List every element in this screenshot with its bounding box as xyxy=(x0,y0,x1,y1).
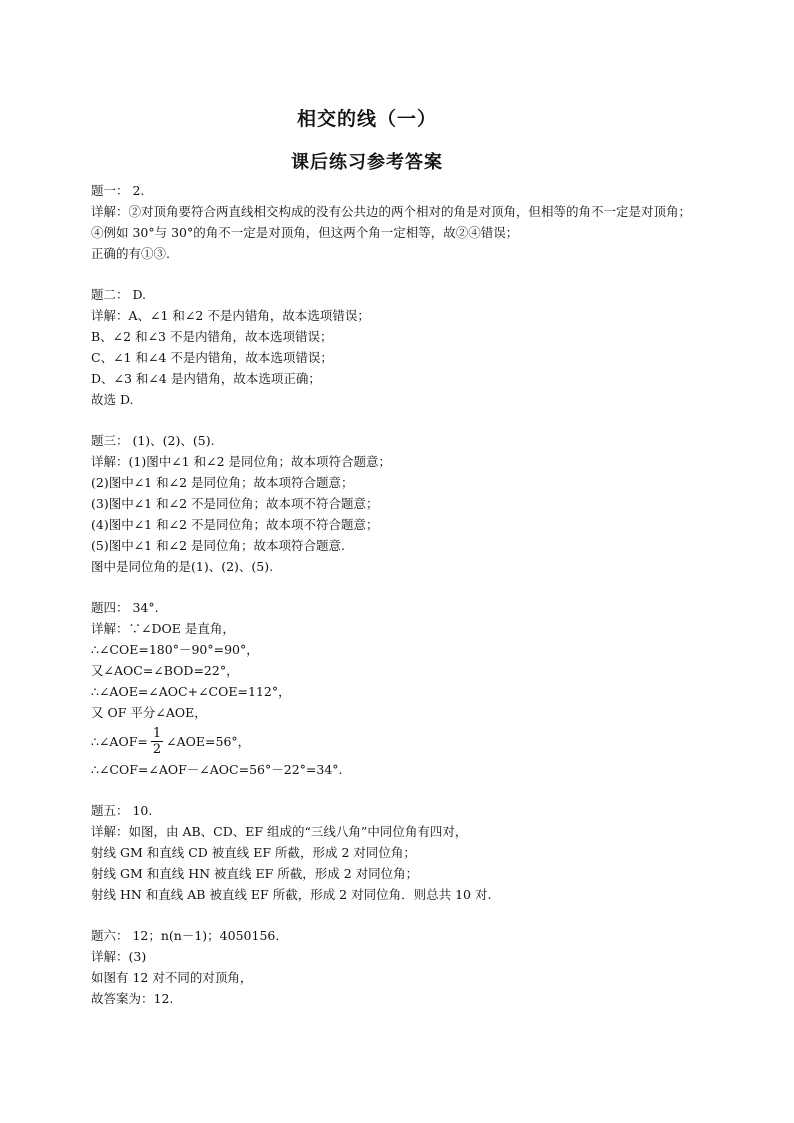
answer-line: 故答案为：12. xyxy=(91,991,174,1006)
answer-block-3 xyxy=(91,430,781,577)
fraction-prefix: ∴∠AOF= xyxy=(91,733,148,749)
answer-line: (5)图中∠1 和∠2 是同位角；故本项符合题意. xyxy=(91,538,345,553)
answer-line: 射线 HN 和直线 AB 被直线 EF 所截，形成 2 对同位角．则总共 10 对. xyxy=(91,887,492,902)
answer-line: 射线 GM 和直线 CD 被直线 EF 所截，形成 2 对同位角； xyxy=(91,845,416,860)
answer-line: 题一： 2. xyxy=(91,183,145,198)
answer-block-1 xyxy=(91,180,781,264)
answer-line: 题二： D. xyxy=(91,287,147,302)
answer-line: 题四： 34°. xyxy=(91,600,159,615)
answer-line: 题五： 10. xyxy=(91,803,153,818)
answer-line: D、∠3 和∠4 是内错角，故本选项正确； xyxy=(91,371,321,386)
fraction-suffix: ∠AOE=56°， xyxy=(166,733,251,749)
page-title: 相交的线（一） xyxy=(296,108,437,130)
answer-line: ∴∠AOE=∠AOC+∠COE=112°， xyxy=(91,684,291,699)
answer-line: 又∠AOC=∠BOD=22°， xyxy=(91,663,239,678)
answer-block-4 xyxy=(91,597,781,780)
answer-line: 图中是同位角的是(1)、(2)、(5). xyxy=(91,559,274,574)
answer-line: 故选 D. xyxy=(91,392,134,407)
answer-line: 如图有 12 对不同的对顶角， xyxy=(91,970,253,985)
answer-line: 详解：(3) xyxy=(91,949,147,964)
answer-line: ④例如 30°与 30°的角不一定是对顶角，但这两个角一定相等，故②④错误； xyxy=(91,225,519,240)
answer-line: ∴∠COF=∠AOF－∠AOC=56°－22°=34°. xyxy=(91,762,343,777)
answer-line: (4)图中∠1 和∠2 不是同位角；故本项不符合题意； xyxy=(91,517,379,532)
answer-line: ∴∠COE=180°－90°=90°， xyxy=(91,642,259,657)
answer-block-5 xyxy=(91,800,781,905)
answer-line: 详解：如图，由 AB、CD、EF 组成的“三线八角”中同位角有四对， xyxy=(91,824,468,839)
answer-line: 详解：②对顶角要符合两直线相交构成的没有公共边的两个相对的角是对顶角，但相等的角不一定是对顶角； xyxy=(91,204,692,219)
answer-line: 题三： (1)、(2)、(5). xyxy=(91,433,215,448)
answer-line-fraction xyxy=(91,723,781,759)
answer-line: 详解：A、∠1 和∠2 不是内错角，故本选项错误； xyxy=(91,308,370,323)
answer-line: (3)图中∠1 和∠2 不是同位角；故本项不符合题意； xyxy=(91,496,379,511)
fraction-numerator: 1 xyxy=(152,725,162,741)
answers-body xyxy=(91,180,781,1009)
answer-line: 题六： 12；n(n－1)；4050156. xyxy=(91,928,280,943)
answer-line: 射线 GM 和直线 HN 被直线 EF 所截，形成 2 对同位角； xyxy=(91,866,419,881)
answer-block-6 xyxy=(91,925,781,1009)
answer-line: 详解：(1)图中∠1 和∠2 是同位角；故本项符合题意； xyxy=(91,454,392,469)
answer-line: 正确的有①③. xyxy=(91,246,170,261)
fraction-denominator: 2 xyxy=(152,741,162,757)
page-subtitle: 课后练习参考答案 xyxy=(291,152,443,173)
answer-line: (2)图中∠1 和∠2 是同位角；故本项符合题意； xyxy=(91,475,354,490)
answer-line: 详解：∵∠DOE 是直角， xyxy=(91,621,235,636)
answer-line: 又 OF 平分∠AOE， xyxy=(91,705,207,720)
fraction-one-half xyxy=(151,726,163,757)
answer-line: B、∠2 和∠3 不是内错角，故本选项错误； xyxy=(91,329,333,344)
answer-block-2 xyxy=(91,284,781,410)
answer-line: C、∠1 和∠4 不是内错角，故本选项错误； xyxy=(91,350,333,365)
